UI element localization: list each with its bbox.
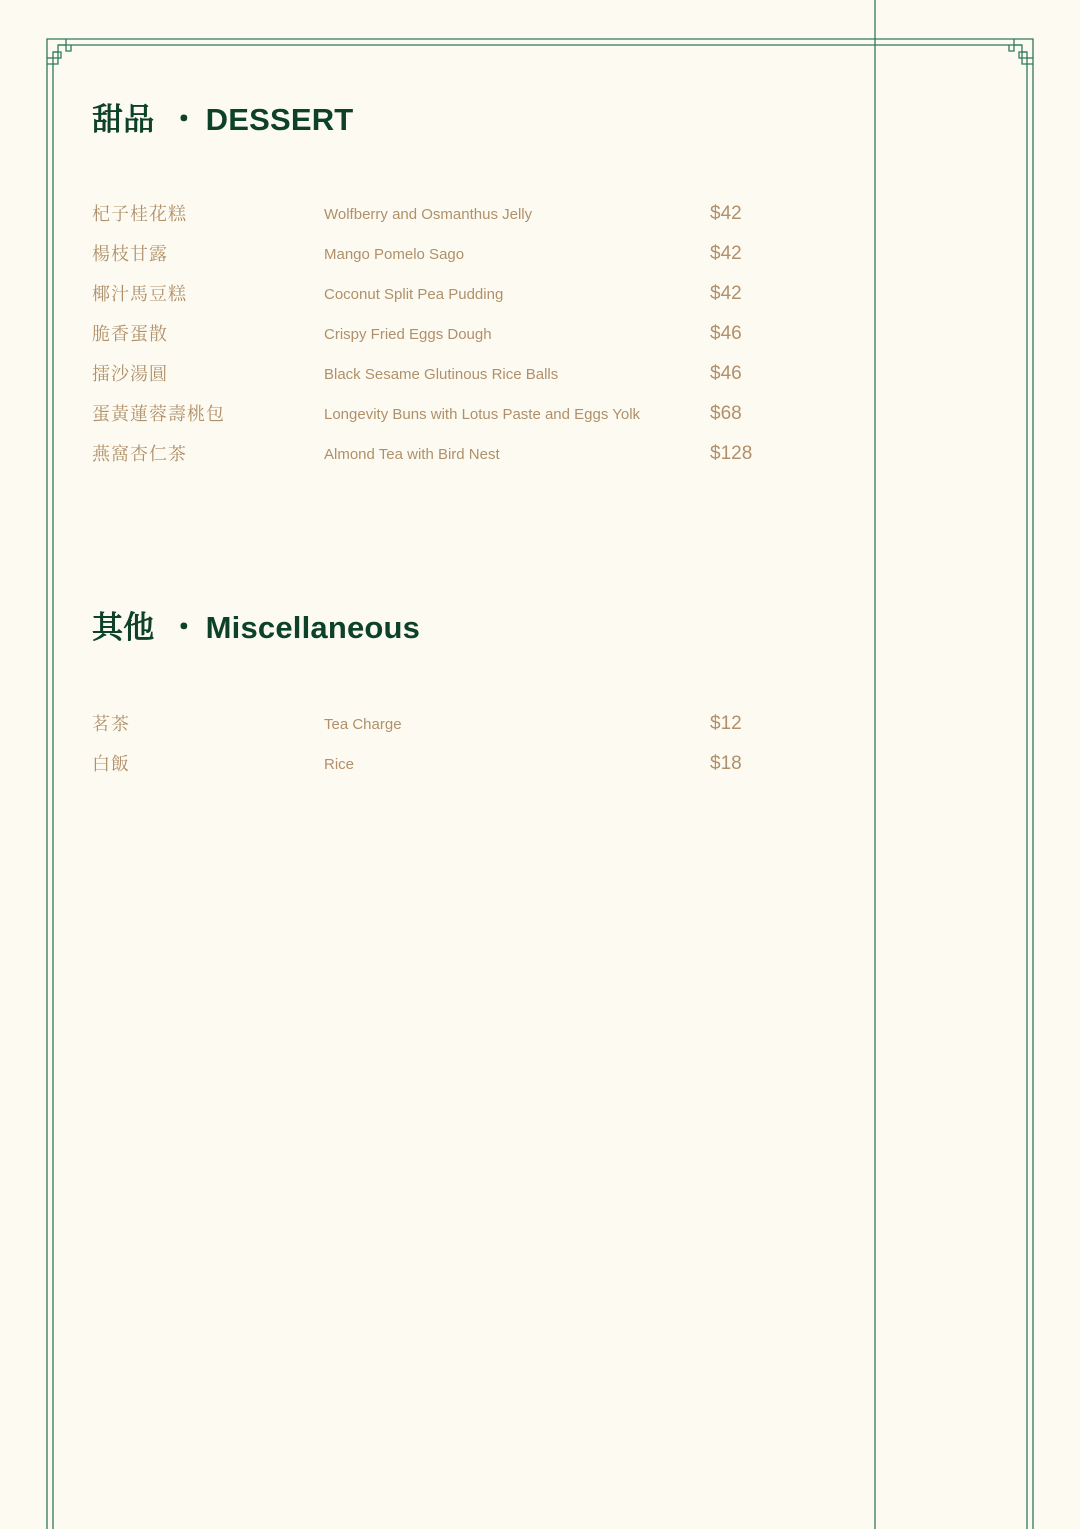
menu-item-name-en: Wolfberry and Osmanthus Jelly xyxy=(324,206,533,223)
menu-item-name-zh: 脆香蛋散 xyxy=(92,324,168,344)
misc-title-zh: 其他 xyxy=(92,610,155,645)
menu-item-name-zh: 白飯 xyxy=(92,754,130,774)
menu-item-price: $12 xyxy=(710,713,742,734)
menu-item-price: $128 xyxy=(710,443,753,464)
menu-item-name-zh: 杞子桂花糕 xyxy=(92,204,187,224)
menu-item xyxy=(92,194,852,234)
menu-item xyxy=(92,394,852,434)
menu-item-name-zh: 茗茶 xyxy=(92,714,130,734)
menu-item xyxy=(92,234,852,274)
dessert-title-zh: 甜品 xyxy=(92,102,155,137)
menu-item-price: $42 xyxy=(710,243,742,264)
menu-item-price: $46 xyxy=(710,323,742,344)
misc-title-separator: ・ xyxy=(168,610,200,645)
menu-item xyxy=(92,354,852,394)
menu-item-name-en: Coconut Split Pea Pudding xyxy=(324,286,504,303)
menu-item-name-en: Crispy Fried Eggs Dough xyxy=(324,326,492,343)
dessert-section xyxy=(92,98,852,474)
menu-item-name-en: Almond Tea with Bird Nest xyxy=(324,446,500,463)
dessert-item-list xyxy=(92,194,852,474)
menu-item-price: $42 xyxy=(710,283,742,304)
menu-item-name-zh: 蛋黃蓮蓉壽桃包 xyxy=(92,404,225,424)
menu-item xyxy=(92,314,852,354)
menu-item-name-en: Mango Pomelo Sago xyxy=(324,246,465,263)
miscellaneous-section xyxy=(92,606,852,784)
dessert-title-en: DESSERT xyxy=(205,102,354,137)
menu-item xyxy=(92,704,852,744)
misc-title-en: Miscellaneous xyxy=(205,610,421,645)
menu-item xyxy=(92,274,852,314)
menu-item-name-zh: 椰汁馬豆糕 xyxy=(92,284,187,304)
menu-item-name-en: Rice xyxy=(324,756,355,773)
menu-item-name-en: Black Sesame Glutinous Rice Balls xyxy=(324,366,559,383)
miscellaneous-item-list xyxy=(92,704,852,784)
menu-item-price: $68 xyxy=(710,403,742,424)
menu-item-price: $42 xyxy=(710,203,742,224)
miscellaneous-section-title xyxy=(92,606,852,650)
menu-item-name-zh: 楊枝甘露 xyxy=(92,244,168,264)
menu-item xyxy=(92,434,852,474)
dessert-title-separator: ・ xyxy=(168,102,200,137)
menu-item-name-zh: 燕窩杏仁茶 xyxy=(92,444,187,464)
menu-item-name-en: Longevity Buns with Lotus Paste and Eggs Yolk xyxy=(324,406,641,423)
dessert-section-title xyxy=(92,98,852,142)
menu-item-name-zh: 擂沙湯圓 xyxy=(92,364,168,384)
menu-item-price: $46 xyxy=(710,363,742,384)
menu-item-price: $18 xyxy=(710,753,742,774)
menu-item-name-en: Tea Charge xyxy=(324,716,402,733)
menu-item xyxy=(92,744,852,784)
